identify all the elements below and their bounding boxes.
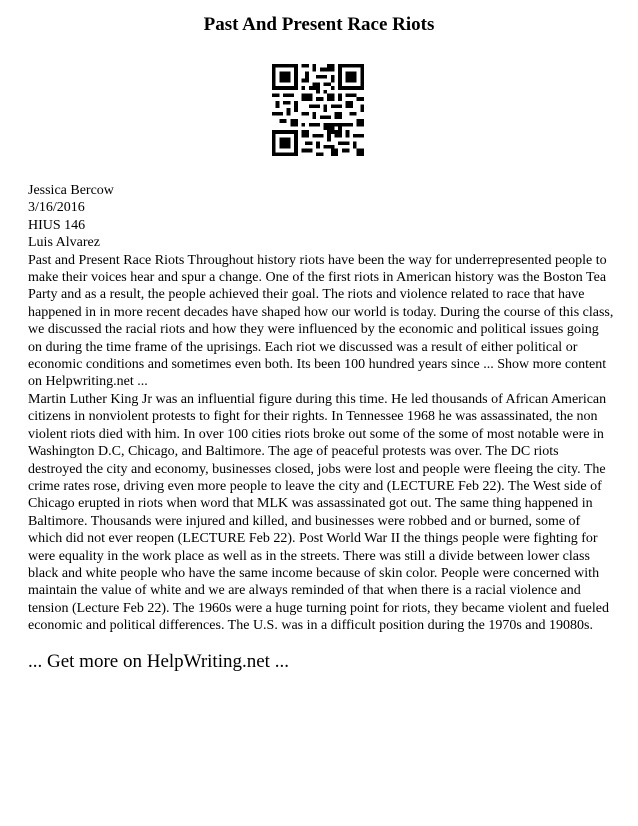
author-name: Jessica Bercow <box>28 183 114 198</box>
get-more-link[interactable]: ... Get more on HelpWriting.net ... <box>28 651 289 672</box>
paragraph-1: Past and Present Race Riots Throughout history riots have been the way for underrepresented people to make their voices hear and spur a change. One of the first riots in American history was the Boston Tea Party and as a result, the people achieved their goal. The riots and violence related to race that have happened in in more recent decades have shaped how our world is today. During the course of this class, we discussed the racial riots and how they were influenced by the economic and political issues going on during the time frame of the uprisings. Each riot we discussed was a result of either political or economic conditions and sometimes even both. Its been 100 hundred years since ... Show more content on Helpwriting.net ... <box>28 252 614 390</box>
paragraph-2: Martin Luther King Jr was an influential figure during this time. He led thousands of African American citizens in nonviolent protests to fight for their rights. In Tennessee 1968 he was assassinated, the non violent riots died with him. In over 100 cities riots broke out some of the some of most notable were in Washington D.C, Chicago, and Baltimore. The age of peaceful protests was over. The DC riots destroyed the city and economy, businesses closed, jobs were lost and people were fleeing the city. The crime rates rose, driving even more people to leave the city and (LECTURE Feb 22). The West side of Chicago erupted in riots when word that MLK was assassinated got out. The same thing happened in Baltimore. Thousands were injured and killed, and businesses were robbed and or burned, some of which did not ever reopen (LECTURE Feb 22). Post World War II the things people were fighting for were equality in the work place as well as in the streets. There was still a divide between lower class black and white people who have the same income because of skin color. People were concerned with maintain the value of white and we are always reminded of that when there is a racial violence and tension (Lecture Feb 22). The 1960s were a huge turning point for riots, they became violent and fueled economic and political differences. The U.S. was in a difficult position during the 1970s and 19080s. <box>28 391 609 634</box>
course-code: HIUS 146 <box>28 217 86 233</box>
document-body <box>28 182 616 635</box>
document-date: 3/16/2016 <box>28 200 85 216</box>
instructor-name: Luis Alvarez <box>28 235 100 251</box>
qr-code-icon <box>272 64 364 156</box>
document-title: Past And Present Race Riots <box>203 14 435 35</box>
